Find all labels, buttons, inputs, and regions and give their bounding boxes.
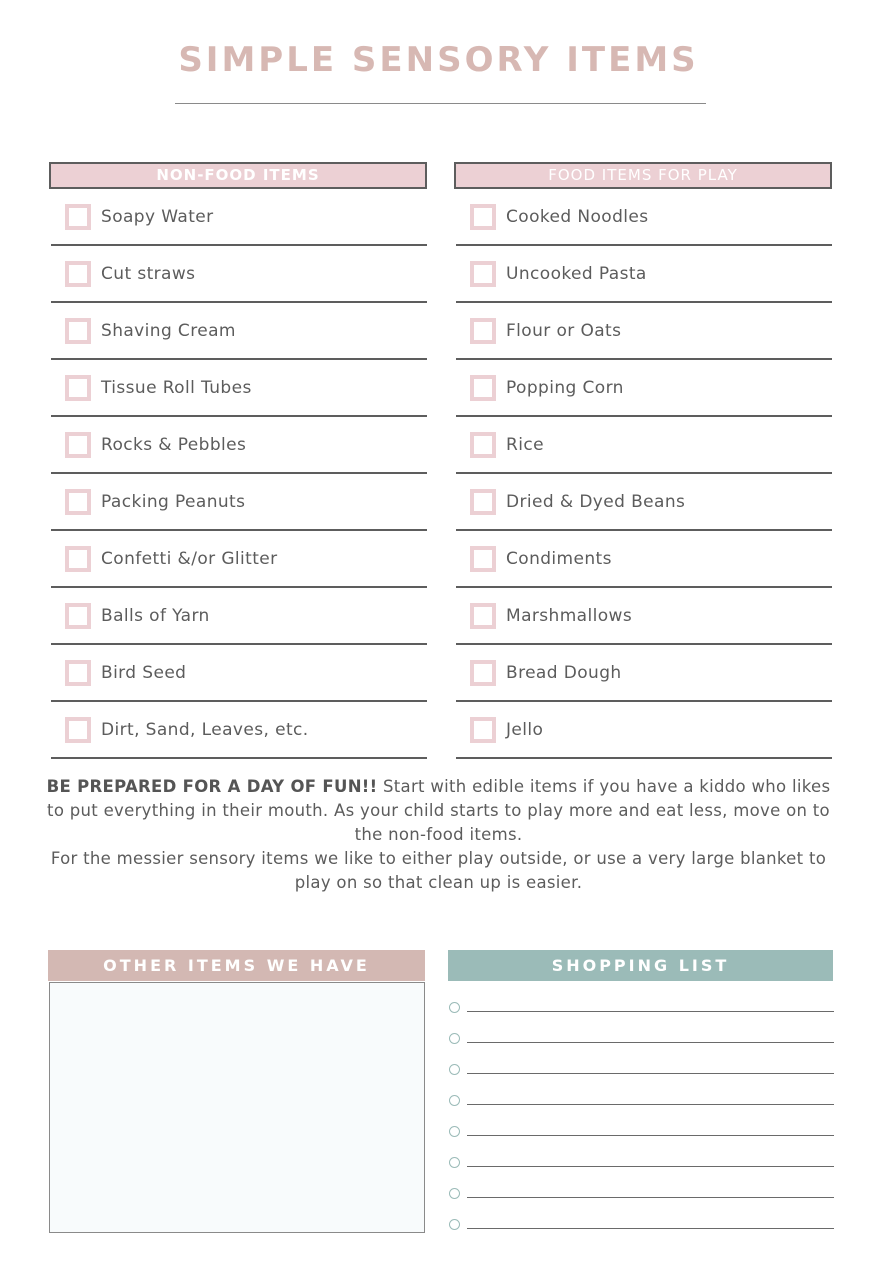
item-label: Marshmallows — [506, 605, 633, 626]
checklist-item — [456, 474, 832, 531]
checkbox[interactable] — [470, 318, 496, 344]
item-label: Bread Dough — [506, 662, 622, 683]
checkbox[interactable] — [65, 546, 91, 572]
item-label: Packing Peanuts — [101, 491, 246, 512]
checkbox[interactable] — [470, 375, 496, 401]
checklist-item — [51, 645, 427, 702]
tips-lead: BE PREPARED FOR A DAY OF FUN!! — [46, 777, 378, 796]
circle-bullet-icon[interactable] — [449, 1126, 460, 1137]
checklist-item — [51, 702, 427, 759]
item-label: Rocks & Pebbles — [101, 434, 247, 455]
title-divider — [175, 103, 706, 104]
shopping-list-row[interactable] — [448, 994, 834, 1025]
checklist-item — [456, 360, 832, 417]
checkbox[interactable] — [470, 261, 496, 287]
checklist-item — [456, 246, 832, 303]
item-label: Dried & Dyed Beans — [506, 491, 686, 512]
item-label: Shaving Cream — [101, 320, 236, 341]
tips-text-2: For the messier sensory items we like to either play outside, or use a very large blanket to play on so that clean up is easier. — [50, 849, 827, 892]
checkbox[interactable] — [65, 318, 91, 344]
checklist-item — [51, 474, 427, 531]
tips-paragraph — [40, 775, 837, 895]
circle-bullet-icon[interactable] — [449, 1095, 460, 1106]
write-line — [467, 1228, 834, 1229]
checkbox[interactable] — [65, 489, 91, 515]
item-label: Soapy Water — [101, 206, 214, 227]
checkbox[interactable] — [470, 603, 496, 629]
checklist-item — [51, 531, 427, 588]
item-label: Cut straws — [101, 263, 196, 284]
checkbox[interactable] — [65, 432, 91, 458]
item-label: Confetti &/or Glitter — [101, 548, 278, 569]
checklist-item — [456, 645, 832, 702]
shopping-list-row[interactable] — [448, 1149, 834, 1180]
checkbox[interactable] — [470, 717, 496, 743]
circle-bullet-icon[interactable] — [449, 1033, 460, 1044]
item-label: Uncooked Pasta — [506, 263, 647, 284]
checklist-item — [456, 417, 832, 474]
checkbox[interactable] — [65, 375, 91, 401]
food-column — [454, 162, 832, 759]
item-label: Bird Seed — [101, 662, 187, 683]
checkbox[interactable] — [470, 489, 496, 515]
circle-bullet-icon[interactable] — [449, 1219, 460, 1230]
checkbox[interactable] — [65, 717, 91, 743]
checklist-item — [51, 246, 427, 303]
checkbox[interactable] — [65, 204, 91, 230]
circle-bullet-icon[interactable] — [449, 1157, 460, 1168]
tips-text: Start with edible items if you have a kiddo who likes to put everything in their mouth. As your child starts to play more and eat less, move on to the non-food items. — [47, 777, 831, 844]
checkbox[interactable] — [65, 603, 91, 629]
checklist-item — [51, 189, 427, 246]
checklist-item — [456, 531, 832, 588]
item-label: Cooked Noodles — [506, 206, 649, 227]
checklist-item — [456, 588, 832, 645]
checkbox[interactable] — [65, 261, 91, 287]
item-label: Jello — [506, 719, 544, 740]
item-label: Popping Corn — [506, 377, 624, 398]
circle-bullet-icon[interactable] — [449, 1002, 460, 1013]
circle-bullet-icon[interactable] — [449, 1064, 460, 1075]
page-title: SIMPLE SENSORY ITEMS — [178, 40, 699, 80]
checkbox[interactable] — [470, 204, 496, 230]
write-line — [467, 1011, 834, 1012]
non-food-header: NON-FOOD ITEMS — [49, 162, 427, 189]
shopping-list-row[interactable] — [448, 1025, 834, 1056]
write-line — [467, 1135, 834, 1136]
item-label: Flour or Oats — [506, 320, 622, 341]
other-items-writing-area[interactable] — [49, 982, 425, 1233]
item-label: Condiments — [506, 548, 612, 569]
shopping-list-row[interactable] — [448, 1180, 834, 1211]
item-label: Balls of Yarn — [101, 605, 210, 626]
write-line — [467, 1104, 834, 1105]
item-label: Dirt, Sand, Leaves, etc. — [101, 719, 309, 740]
shopping-list-row[interactable] — [448, 1211, 834, 1242]
write-line — [467, 1073, 834, 1074]
circle-bullet-icon[interactable] — [449, 1188, 460, 1199]
checkbox[interactable] — [470, 546, 496, 572]
other-items-header: OTHER ITEMS WE HAVE — [48, 950, 425, 981]
shopping-list-row[interactable] — [448, 1118, 834, 1149]
non-food-column — [49, 162, 427, 759]
write-line — [467, 1197, 834, 1198]
food-header: FOOD ITEMS FOR PLAY — [454, 162, 832, 189]
checklist-item — [456, 303, 832, 360]
checkbox[interactable] — [470, 660, 496, 686]
shopping-list-row[interactable] — [448, 1056, 834, 1087]
checklist-item — [456, 189, 832, 246]
shopping-list-row[interactable] — [448, 1087, 834, 1118]
shopping-list — [448, 994, 834, 1242]
checklist-item — [51, 303, 427, 360]
checkbox[interactable] — [470, 432, 496, 458]
checklist-item — [51, 417, 427, 474]
shopping-list-header: SHOPPING LIST — [448, 950, 833, 981]
checklist-item — [51, 360, 427, 417]
checklist-item — [456, 702, 832, 759]
checklist-item — [51, 588, 427, 645]
item-label: Rice — [506, 434, 544, 455]
item-label: Tissue Roll Tubes — [101, 377, 252, 398]
write-line — [467, 1166, 834, 1167]
write-line — [467, 1042, 834, 1043]
checkbox[interactable] — [65, 660, 91, 686]
